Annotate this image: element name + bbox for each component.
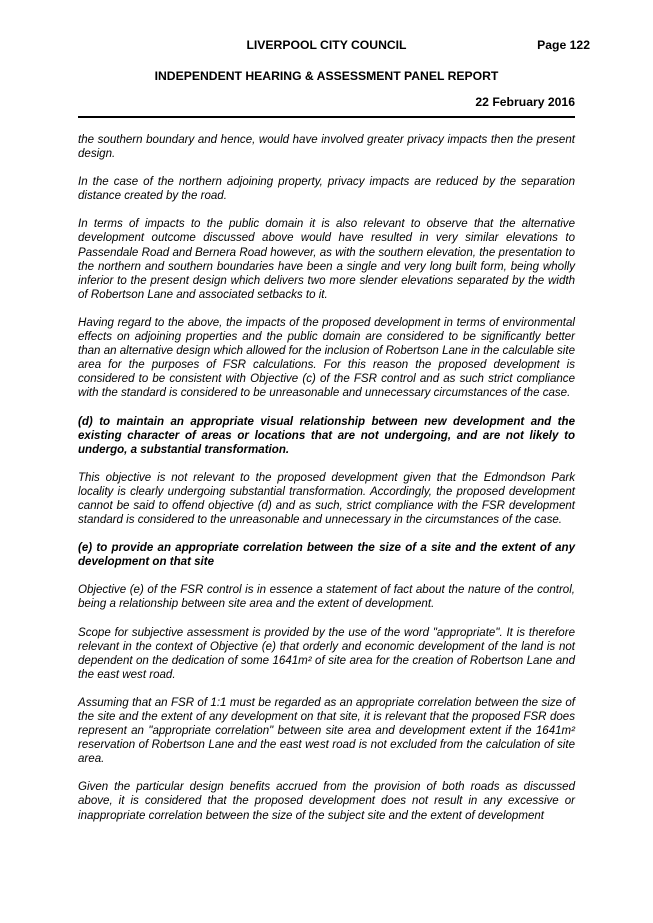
report-title: INDEPENDENT HEARING & ASSESSMENT PANEL REPORT	[154, 69, 499, 83]
paragraph: Having regard to the above, the impacts of the proposed development in terms of environmental effects on adjoining properties and the public domain are considered to be significantly better than an alternative design which allowed for the inclusion of Robertson Lane in the calculable site area for the purposes of FSR calculations. For this reason the proposed development is considered to be consistent with Objective (c) of the FSR control and as such strict compliance with the standard is considered to be unreasonable and unnecessary circumstances of the case.	[78, 316, 575, 400]
council-name: LIVERPOOL CITY COUNCIL	[246, 38, 407, 52]
paragraph: In the case of the northern adjoining property, privacy impacts are reduced by the separation distance created by the road.	[78, 176, 575, 203]
paragraph: Scope for subjective assessment is provided by the use of the word "appropriate". It is therefore relevant in the context of Objective (e) that orderly and economic development of the land is not dependent on the dedication of some 1641m² of site area for the creation of Robertson Lane and the east west road.	[78, 626, 575, 681]
paragraph: Assuming that an FSR of 1:1 must be regarded as an appropriate correlation between the size of the site and the extent of any development on that site, it is relevant that the proposed FSR does represent an "appropriate correlation" between site area and development extent if the 1641m² reservation of Robertson Lane and the east west road is not excluded from the calculation of site area.	[78, 696, 575, 766]
paragraph: the southern boundary and hence, would have involved greater privacy impacts then the present design.	[78, 134, 575, 161]
page-number: Page 122	[537, 38, 590, 52]
document-body	[78, 133, 575, 837]
paragraph: This objective is not relevant to the proposed development given that the Edmondson Park locality is clearly undergoing substantial transformation. Accordingly, the proposed development cannot be said to offend objective (d) and as such, strict compliance with the FSR development standard is considered to the unreasonable and unnecessary in the circumstances of the case.	[78, 471, 575, 527]
paragraph: Given the particular design benefits accrued from the provision of both roads as discussed above, it is considered that the proposed development does not result in any excessive or inappropriate correlation between the size of the subject site and the extent of development	[78, 781, 575, 822]
paragraph: Objective (e) of the FSR control is in essence a statement of fact about the nature of the control, being a relationship between site area and the extent of development.	[78, 584, 575, 611]
objective-heading: (d) to maintain an appropriate visual relationship between new development and the existing character of areas or locations that are not undergoing, and are not likely to undergo, a substantial transformation.	[78, 415, 575, 456]
objective-heading: (e) to provide an appropriate correlation between the size of a site and the extent of any development on that site	[78, 542, 575, 569]
header-rule	[78, 116, 575, 118]
report-date: 22 February 2016	[475, 95, 575, 109]
paragraph: In terms of impacts to the public domain it is also relevant to observe that the alternative development outcome discussed above would have resulted in very similar elevations to Passendale Road and Bernera Road however, as with the southern elevation, the presentation to the northern and southern boundaries have been a single and very long built form, being wholly inferior to the present design which delivers two more slender elevations separated by the width of Robertson Lane and associated setbacks to it.	[78, 218, 575, 301]
